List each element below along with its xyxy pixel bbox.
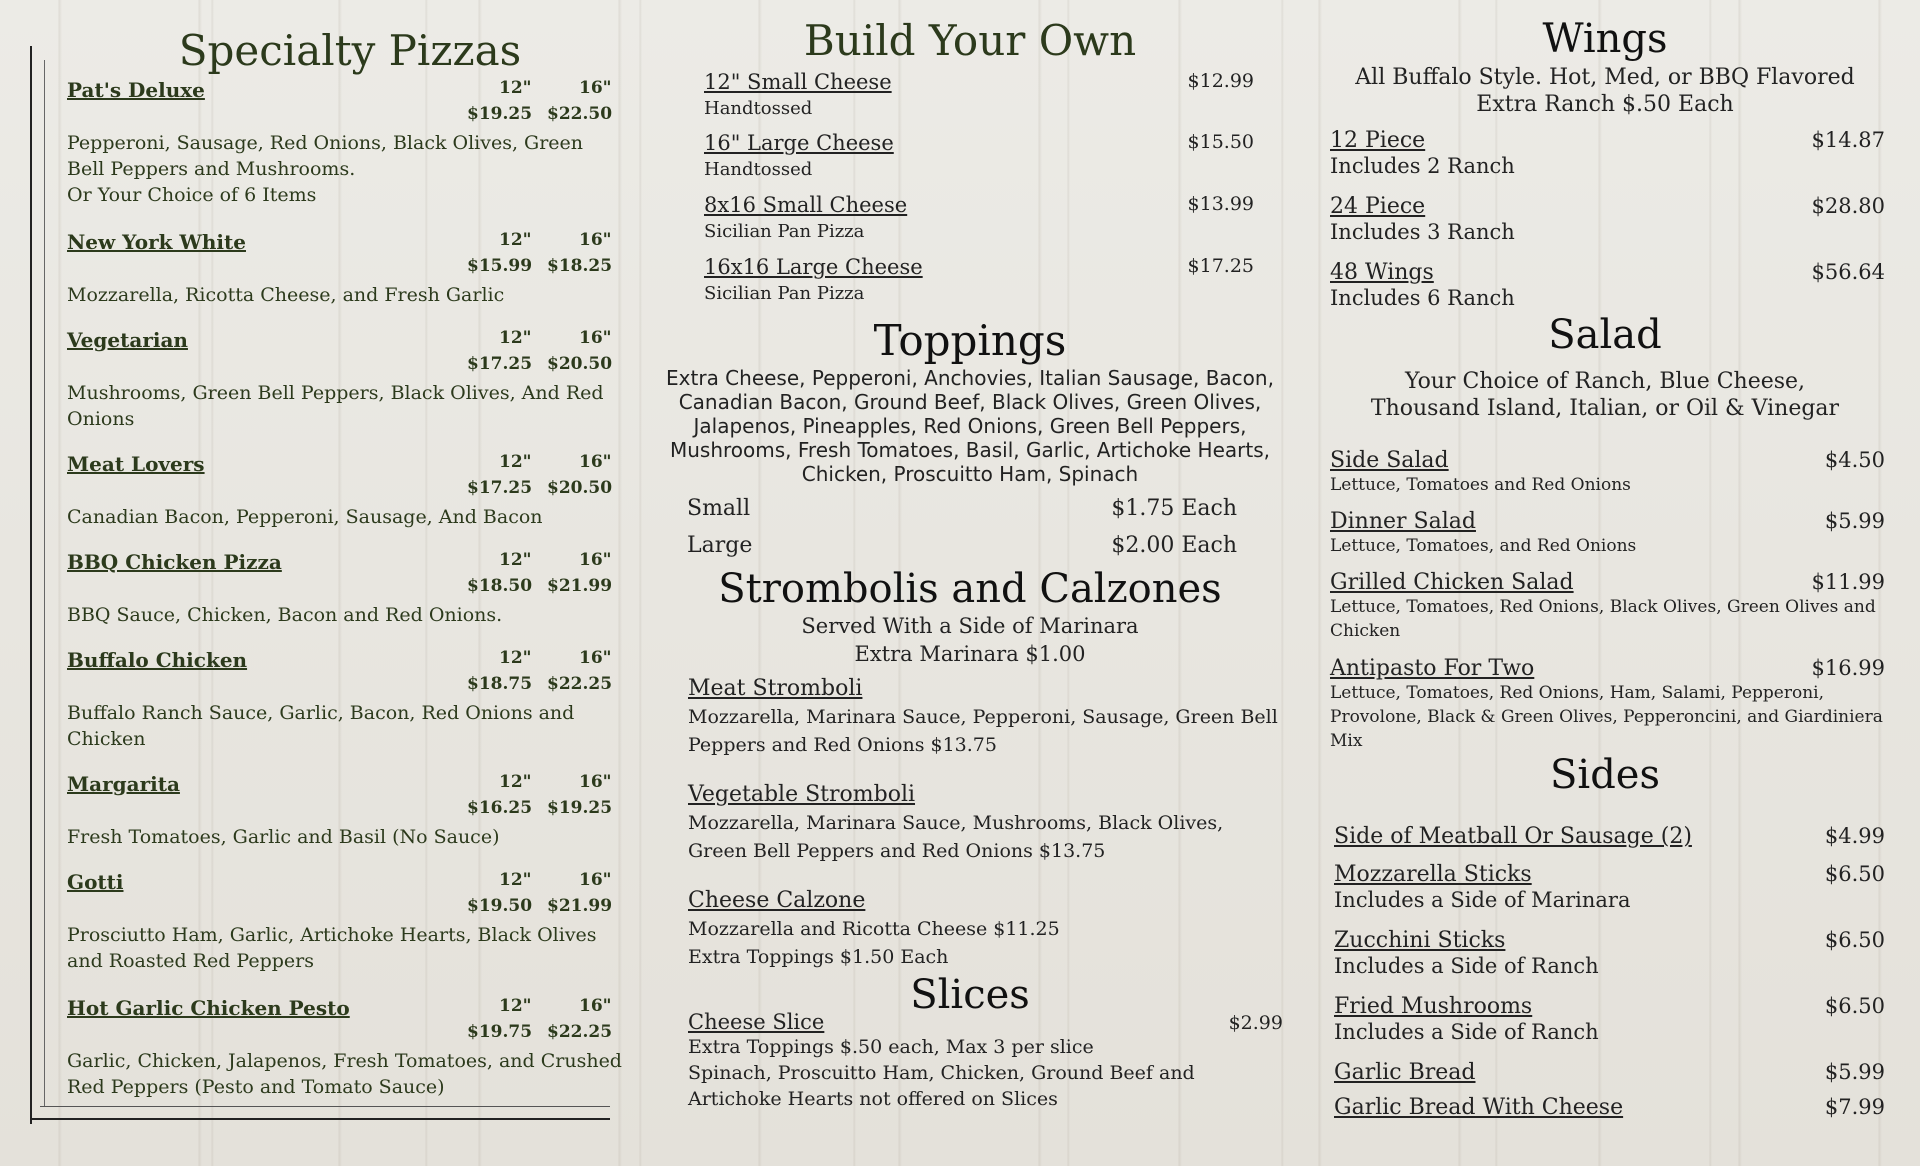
price-12: $19.25 bbox=[467, 104, 533, 124]
wings-extra: Extra Ranch $.50 Each bbox=[1476, 92, 1734, 117]
pizza-name: Meat Lovers bbox=[67, 452, 205, 476]
side-item bbox=[1334, 862, 1885, 913]
build-item-crust: Sicilian Pan Pizza bbox=[704, 283, 865, 304]
topping-size-price: $1.75 Each bbox=[1111, 496, 1237, 521]
side-description: Includes a Side of Ranch bbox=[1334, 954, 1599, 978]
size-16-label: 16" bbox=[579, 452, 612, 472]
pizza-description: Canadian Bacon, Pepperoni, Sausage, And Bacon bbox=[67, 506, 543, 528]
side-name: Garlic Bread With Cheese bbox=[1334, 1095, 1624, 1120]
side-price: $7.99 bbox=[1824, 1095, 1885, 1119]
size-12-label: 12" bbox=[499, 870, 532, 890]
menu-frame-bottom-inner bbox=[40, 1106, 610, 1107]
calzone-description: Mozzarella and Ricotta Cheese $11.25 Extra Toppings $1.50 Each bbox=[688, 918, 1060, 968]
strombolis-subtitle: Served With a Side of Marinara bbox=[801, 614, 1139, 638]
price-12: $17.25 bbox=[467, 478, 533, 498]
salad-item bbox=[1330, 509, 1885, 558]
wings-price: $28.80 bbox=[1811, 194, 1885, 218]
side-name: Fried Mushrooms bbox=[1334, 994, 1533, 1019]
pizza-name: Gotti bbox=[67, 870, 124, 894]
slice-price: $2.99 bbox=[1228, 1012, 1283, 1034]
size-16-label: 16" bbox=[579, 550, 612, 570]
size-12-label: 12" bbox=[499, 772, 532, 792]
toppings-title: Toppings bbox=[873, 316, 1067, 365]
salad-name: Grilled Chicken Salad bbox=[1330, 570, 1574, 595]
calzone-name: Cheese Calzone bbox=[688, 888, 866, 913]
pizza-name: New York White bbox=[67, 230, 246, 254]
side-price: $4.99 bbox=[1824, 824, 1885, 848]
price-16: $22.25 bbox=[547, 1022, 613, 1042]
side-description: Includes a Side of Marinara bbox=[1334, 888, 1631, 912]
size-12-label: 12" bbox=[499, 230, 532, 250]
salad-name: Dinner Salad bbox=[1330, 509, 1476, 534]
size-16-label: 16" bbox=[579, 648, 612, 668]
wings-item bbox=[1330, 194, 1885, 245]
stromboli-name: Vegetable Stromboli bbox=[688, 782, 916, 807]
strombolis-title: Strombolis and Calzones bbox=[718, 566, 1222, 612]
slice-item bbox=[688, 1010, 1283, 1112]
topping-size-row bbox=[687, 533, 1237, 558]
build-your-own-title: Build Your Own bbox=[803, 16, 1137, 65]
build-item-name: 12" Small Cheese bbox=[704, 70, 892, 94]
size-12-label: 12" bbox=[499, 996, 532, 1016]
pizza-item bbox=[67, 870, 627, 980]
build-item-crust: Handtossed bbox=[704, 159, 813, 180]
side-item bbox=[1334, 1060, 1885, 1085]
price-12: $18.75 bbox=[467, 674, 533, 694]
pizza-name: Pat's Deluxe bbox=[67, 78, 205, 102]
pizza-description: BBQ Sauce, Chicken, Bacon and Red Onions. bbox=[67, 604, 503, 626]
wings-name: 48 Wings bbox=[1330, 260, 1434, 285]
salad-item bbox=[1330, 448, 1885, 497]
build-item-price: $15.50 bbox=[1187, 131, 1254, 153]
pizza-item bbox=[67, 648, 627, 758]
build-item-name: 8x16 Small Cheese bbox=[704, 193, 908, 217]
pizza-item bbox=[67, 772, 627, 852]
pizza-name: BBQ Chicken Pizza bbox=[67, 550, 282, 574]
salad-name: Antipasto For Two bbox=[1330, 656, 1535, 681]
size-16-label: 16" bbox=[579, 230, 612, 250]
wings-title: Wings bbox=[1542, 16, 1668, 62]
price-16: $20.50 bbox=[547, 354, 613, 374]
side-item bbox=[1334, 994, 1885, 1045]
build-item-name: 16x16 Large Cheese bbox=[704, 255, 923, 279]
pizza-description: Buffalo Ranch Sauce, Garlic, Bacon, Red Onions and Chicken bbox=[67, 702, 575, 750]
salad-price: $4.50 bbox=[1824, 448, 1885, 472]
side-item bbox=[1334, 1095, 1885, 1120]
price-12: $19.75 bbox=[467, 1022, 533, 1042]
pizza-item bbox=[67, 328, 627, 438]
price-16: $21.99 bbox=[547, 896, 613, 916]
stromboli-description: Mozzarella, Marinara Sauce, Pepperoni, Sausage, Green Bell Peppers and Red Onions $13.75 bbox=[688, 706, 1278, 756]
size-12-label: 12" bbox=[499, 78, 532, 98]
toppings-list: Extra Cheese, Pepperoni, Anchovies, Italian Sausage, Bacon, Canadian Bacon, Ground Beef, Black Olives, Green Olives, Jalapenos, Pineapples, Red Onions, Green Bell Peppers, Mushrooms, Fresh Tomatoes, Basil, Garlic, Artichoke Hearts, Chicken, Proscuitto Ham, Spinach bbox=[666, 366, 1274, 486]
salad-description: Lettuce, Tomatoes, Red Onions, Ham, Salami, Pepperoni, Provolone, Black & Green Olives, Pepperoncini, and Giardiniera Mix bbox=[1330, 683, 1883, 751]
calzone-item bbox=[688, 888, 1278, 971]
wings-description: Includes 6 Ranch bbox=[1330, 286, 1515, 310]
sides-title: Sides bbox=[1550, 752, 1660, 798]
topping-size-label: Large bbox=[687, 533, 753, 558]
pizza-description: Prosciutto Ham, Garlic, Artichoke Hearts, Black Olives and Roasted Red Peppers bbox=[67, 924, 597, 972]
pizza-description: Mushrooms, Green Bell Peppers, Black Olives, And Red Onions bbox=[67, 382, 604, 430]
pizza-name: Vegetarian bbox=[67, 328, 188, 352]
side-name: Zucchini Sticks bbox=[1334, 928, 1506, 953]
stromboli-item bbox=[688, 782, 1278, 865]
stromboli-description: Mozzarella, Marinara Sauce, Mushrooms, Black Olives, Green Bell Peppers and Red Onions $13.75 bbox=[688, 812, 1224, 862]
pizza-description: Pepperoni, Sausage, Red Onions, Black Olives, Green Bell Peppers and Mushrooms. Or Your Choice of 6 Items bbox=[67, 132, 584, 206]
menu-frame-left bbox=[30, 46, 32, 1124]
salad-price: $5.99 bbox=[1824, 509, 1885, 533]
size-12-label: 12" bbox=[499, 328, 532, 348]
size-16-label: 16" bbox=[579, 870, 612, 890]
slice-description: Extra Toppings $.50 each, Max 3 per slice Spinach, Proscuitto Ham, Chicken, Ground Beef and Artichoke Hearts not offered on Slices bbox=[688, 1036, 1195, 1110]
build-item-price: $13.99 bbox=[1187, 193, 1254, 215]
side-item bbox=[1334, 928, 1885, 979]
pizza-name: Hot Garlic Chicken Pesto bbox=[67, 996, 350, 1020]
stromboli-item bbox=[688, 676, 1278, 759]
topping-size-label: Small bbox=[687, 496, 751, 521]
wings-name: 12 Piece bbox=[1330, 128, 1426, 153]
pizza-description: Garlic, Chicken, Jalapenos, Fresh Tomatoes, and Crushed Red Peppers (Pesto and Tomato Sauce) bbox=[67, 1050, 622, 1098]
side-price: $6.50 bbox=[1824, 862, 1885, 886]
price-16: $21.99 bbox=[547, 576, 613, 596]
menu-frame-bottom bbox=[30, 1118, 610, 1120]
wings-price: $14.87 bbox=[1811, 128, 1885, 152]
pizza-name: Margarita bbox=[67, 772, 180, 796]
salad-title: Salad bbox=[1548, 312, 1662, 358]
wings-name: 24 Piece bbox=[1330, 194, 1426, 219]
wings-item bbox=[1330, 128, 1885, 179]
price-12: $17.25 bbox=[467, 354, 533, 374]
price-12: $18.50 bbox=[467, 576, 533, 596]
size-16-label: 16" bbox=[579, 772, 612, 792]
build-item-name: 16" Large Cheese bbox=[704, 131, 894, 155]
stromboli-name: Meat Stromboli bbox=[688, 676, 863, 701]
topping-size-row bbox=[687, 496, 1237, 521]
size-16-label: 16" bbox=[579, 328, 612, 348]
price-16: $18.25 bbox=[547, 256, 613, 276]
salad-item bbox=[1330, 570, 1885, 643]
salad-name: Side Salad bbox=[1330, 448, 1449, 473]
wings-subtitle: All Buffalo Style. Hot, Med, or BBQ Flavored bbox=[1355, 65, 1855, 90]
side-item bbox=[1334, 824, 1885, 849]
salad-dressings: Your Choice of Ranch, Blue Cheese, Thousand Island, Italian, or Oil & Vinegar bbox=[1370, 369, 1840, 421]
side-name: Side of Meatball Or Sausage (2) bbox=[1334, 824, 1692, 849]
price-12: $19.50 bbox=[467, 896, 533, 916]
build-item-price: $17.25 bbox=[1187, 255, 1254, 277]
price-16: $19.25 bbox=[547, 798, 613, 818]
wings-description: Includes 2 Ranch bbox=[1330, 154, 1515, 178]
wings-description: Includes 3 Ranch bbox=[1330, 220, 1515, 244]
pizza-item bbox=[67, 230, 627, 310]
size-12-label: 12" bbox=[499, 452, 532, 472]
build-item-price: $12.99 bbox=[1187, 70, 1254, 92]
size-12-label: 12" bbox=[499, 648, 532, 668]
size-16-label: 16" bbox=[579, 78, 612, 98]
size-12-label: 12" bbox=[499, 550, 532, 570]
topping-size-price: $2.00 Each bbox=[1111, 533, 1237, 558]
side-price: $5.99 bbox=[1824, 1060, 1885, 1084]
size-16-label: 16" bbox=[579, 996, 612, 1016]
pizza-description: Fresh Tomatoes, Garlic and Basil (No Sauce) bbox=[67, 826, 500, 848]
pizza-item bbox=[67, 550, 627, 630]
price-16: $22.50 bbox=[547, 104, 613, 124]
menu-frame-left-inner bbox=[44, 60, 45, 1106]
salad-description: Lettuce, Tomatoes, Red Onions, Black Olives, Green Olives and Chicken bbox=[1330, 597, 1876, 641]
pizza-item bbox=[67, 996, 627, 1106]
side-price: $6.50 bbox=[1824, 994, 1885, 1018]
salad-description: Lettuce, Tomatoes, and Red Onions bbox=[1330, 536, 1637, 556]
salad-item bbox=[1330, 656, 1885, 753]
side-description: Includes a Side of Ranch bbox=[1334, 1020, 1599, 1044]
slice-name: Cheese Slice bbox=[688, 1010, 825, 1034]
wings-item bbox=[1330, 260, 1885, 311]
build-item-crust: Handtossed bbox=[704, 98, 813, 119]
pizza-name: Buffalo Chicken bbox=[67, 648, 248, 672]
build-item-crust: Sicilian Pan Pizza bbox=[704, 221, 865, 242]
salad-price: $11.99 bbox=[1811, 570, 1885, 594]
strombolis-extra: Extra Marinara $1.00 bbox=[854, 642, 1086, 666]
salad-description: Lettuce, Tomatoes and Red Onions bbox=[1330, 475, 1631, 495]
wings-price: $56.64 bbox=[1811, 260, 1885, 284]
slices-title: Slices bbox=[910, 972, 1030, 1018]
specialty-pizzas-title: Specialty Pizzas bbox=[178, 26, 522, 75]
price-16: $22.25 bbox=[547, 674, 613, 694]
salad-price: $16.99 bbox=[1811, 656, 1885, 680]
side-name: Garlic Bread bbox=[1334, 1060, 1476, 1085]
price-12: $15.99 bbox=[467, 256, 533, 276]
side-name: Mozzarella Sticks bbox=[1334, 862, 1532, 887]
pizza-item bbox=[67, 78, 627, 208]
price-16: $20.50 bbox=[547, 478, 613, 498]
side-price: $6.50 bbox=[1824, 928, 1885, 952]
price-12: $16.25 bbox=[467, 798, 533, 818]
pizza-item bbox=[67, 452, 627, 532]
pizza-description: Mozzarella, Ricotta Cheese, and Fresh Garlic bbox=[67, 284, 505, 306]
